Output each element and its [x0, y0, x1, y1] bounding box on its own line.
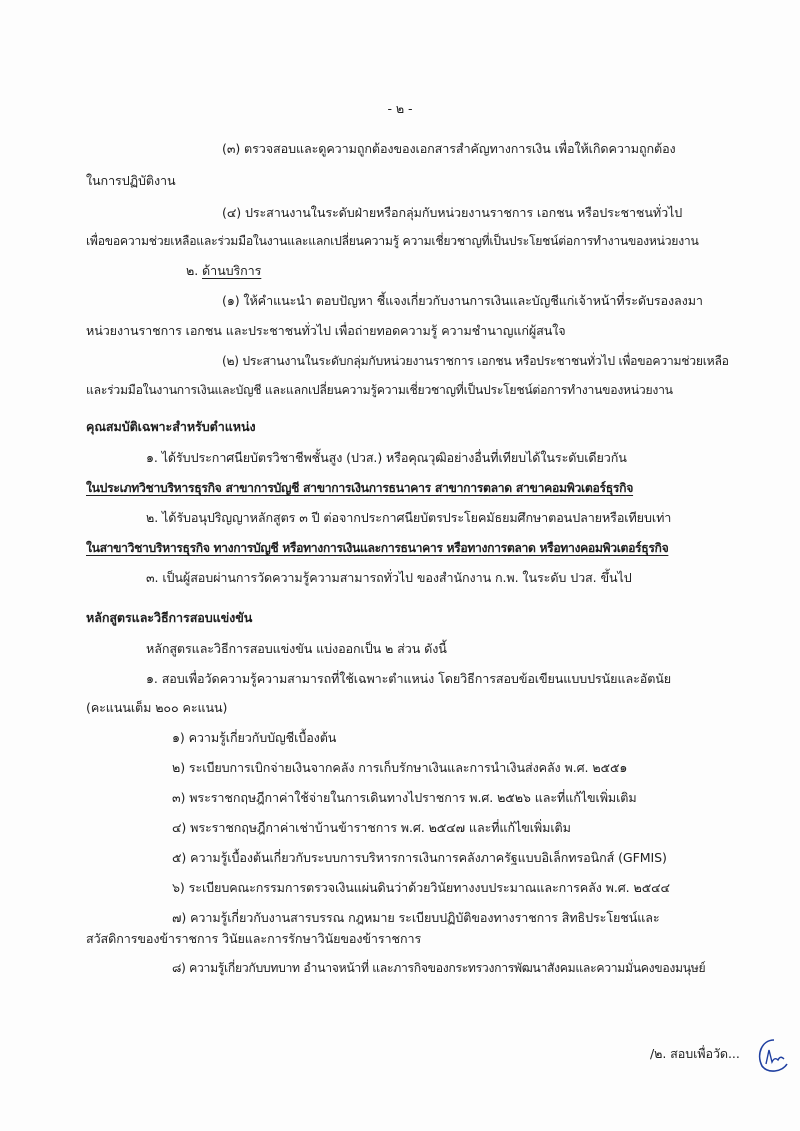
qualification-1-fields: ในประเภทวิชาบริหารธุรกิจ สาขาการบัญชี สาขาการเงินการธนาคาร สาขาการตลาด สาขาคอมพิวเตอร์ธุรกิจ: [86, 481, 634, 495]
exam-intro: หลักสูตรและวิธีการสอบแข่งขัน แบ่งออกเป็น ๒ ส่วน ดังนี้: [146, 641, 447, 656]
signature-icon: [754, 1036, 790, 1076]
service-section-heading: [186, 262, 261, 280]
exam-topic-6: ๖) ระเบียบคณะกรรมการตรวจเงินแผ่นดินว่าด้วยวินัยทางงบประมาณและการคลัง พ.ศ. ๒๕๔๔: [172, 880, 670, 895]
service-1-line-2: หน่วยงานราชการ เอกชน และประชาชนทั่วไป เพื่อถ่ายทอดความรู้ ความชำนาญแก่ผู้สนใจ: [86, 323, 566, 338]
service-1-line-1: (๑) ให้คำแนะนำ ตอบปัญหา ชี้แจงเกี่ยวกับงานการเงินและบัญชีแก่เจ้าหน้าที่ระดับรองลงมา: [222, 293, 703, 308]
page-number: - ๒ -: [387, 101, 413, 116]
exam-topic-2: ๒) ระเบียบการเบิกจ่ายเงินจากคลัง การเก็บรักษาเงินและการนำเงินส่งคลัง พ.ศ. ๒๕๕๑: [172, 760, 628, 775]
exam-topic-7-cont: สวัสดิการของข้าราชการ วินัยและการรักษาวินัยของข้าราชการ: [86, 931, 422, 946]
qualification-2: ๒. ได้รับอนุปริญญาหลักสูตร ๓ ปี ต่อจากประกาศนียบัตรประโยคมัธยมศึกษาตอนปลายหรือเทียบเท่า: [146, 510, 672, 525]
exam-topic-4: ๔) พระราชกฤษฎีกาค่าเช่าบ้านข้าราชการ พ.ศ. ๒๕๔๗ และที่แก้ไขเพิ่มเติม: [172, 820, 571, 835]
exam-part-1-score: (คะแนนเต็ม ๒๐๐ คะแนน): [86, 700, 228, 715]
service-2-line-2: และร่วมมือในงานการเงินและบัญชี และแลกเปลี่ยนความรู้ความเชี่ยวชาญที่เป็นประโยชน์ต่อการทำงานของหน่วยงาน: [86, 383, 673, 397]
exam-topic-3: ๓) พระราชกฤษฎีกาค่าใช้จ่ายในการเดินทางไปราชการ พ.ศ. ๒๕๒๖ และที่แก้ไขเพิ่มเติม: [172, 790, 637, 805]
qualification-2-fields: ในสาขาวิชาบริหารธุรกิจ ทางการบัญชี หรือทางการเงินและการธนาคาร หรือทางการตลาด หรือทางคอมพิวเตอร์ธุรกิจ: [86, 541, 669, 555]
continuation-note: /๒. สอบเพื่อวัด...: [650, 1046, 740, 1061]
exam-topic-7: ๗) ความรู้เกี่ยวกับงานสารบรรณ กฎหมาย ระเบียบปฏิบัติของทางราชการ สิทธิประโยชน์และ: [172, 910, 660, 925]
exam-topic-1: ๑) ความรู้เกี่ยวกับบัญชีเบื้องต้น: [172, 730, 337, 745]
qualifications-heading: คุณสมบัติเฉพาะสำหรับตำแหน่ง: [86, 419, 256, 434]
duty-4-line-1: (๔) ประสานงานในระดับฝ่ายหรือกลุ่มกับหน่วยงานราชการ เอกชน หรือประชาชนทั่วไป: [222, 205, 683, 220]
exam-part-1: ๑. สอบเพื่อวัดความรู้ความสามารถที่ใช้เฉพาะตำแหน่ง โดยวิธีการสอบข้อเขียนแบบปรนัยและอัตนัย: [146, 671, 672, 686]
qualification-3: ๓. เป็นผู้สอบผ่านการวัดความรู้ความสามารถทั่วไป ของสำนักงาน ก.พ. ในระดับ ปวส. ขึ้นไป: [146, 570, 632, 585]
duty-3-line-1: (๓) ตรวจสอบและดูความถูกต้องของเอกสารสำคัญทางการเงิน เพื่อให้เกิดความถูกต้อง: [222, 141, 676, 156]
service-section-title: ด้านบริการ: [202, 263, 262, 278]
exam-topic-5: ๕) ความรู้เบื้องต้นเกี่ยวกับระบบการบริหารการเงินการคลังภาครัฐแบบอิเล็กทรอนิกส์ (GFMIS): [172, 850, 667, 865]
service-section-number: ๒.: [186, 263, 199, 278]
qualification-1: ๑. ได้รับประกาศนียบัตรวิชาชีพชั้นสูง (ปวส.) หรือคุณวุฒิอย่างอื่นที่เทียบได้ในระดับเดียวกัน: [146, 450, 627, 465]
service-2-line-1: (๒) ประสานงานในระดับกลุ่มกับหน่วยงานราชการ เอกชน หรือประชาชนทั่วไป เพื่อขอความช่วยเหลือ: [222, 354, 729, 368]
duty-4-line-2: เพื่อขอความช่วยเหลือและร่วมมือในงานและแลกเปลี่ยนความรู้ ความเชี่ยวชาญที่เป็นประโยชน์ต่อการทำงานของหน่วยงาน: [86, 234, 699, 248]
duty-3-line-2: ในการปฏิบัติงาน: [86, 173, 176, 188]
exam-heading: หลักสูตรและวิธีการสอบแข่งขัน: [86, 610, 253, 625]
exam-topic-8: ๘) ความรู้เกี่ยวกับบทบาท อำนาจหน้าที่ และภารกิจของกระทรวงการพัฒนาสังคมและความมั่นคงของมนุษย์: [172, 961, 706, 975]
